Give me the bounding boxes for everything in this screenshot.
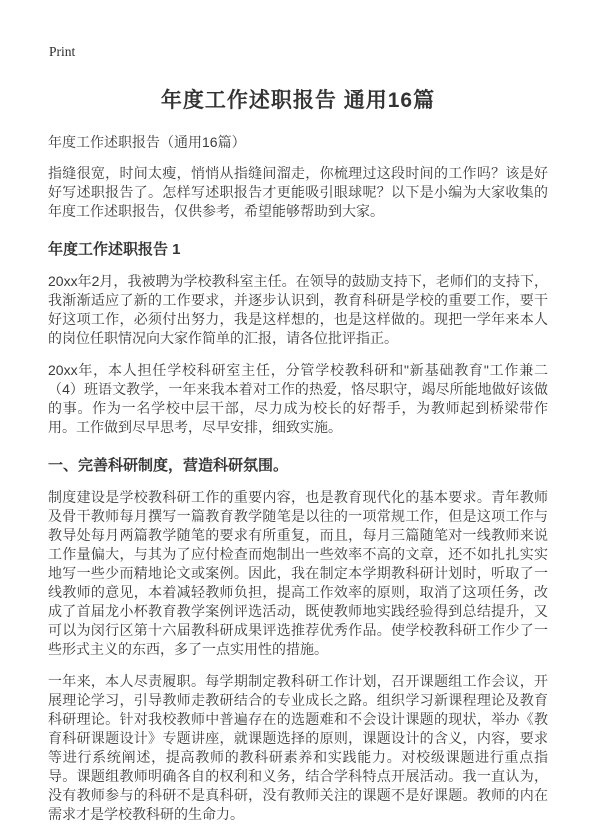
intro-paragraph: 指缝很宽，时间太瘦，悄悄从指缝间溜走，你梳理过这段时间的工作吗？该是好好写述职报告了。怎样写述职报告才更能吸引眼球呢？以下是小编为大家收集的年度工作述职报告，仅供参考，希望能够帮助到大家。 bbox=[48, 165, 548, 219]
report-1-paragraph-2: 20xx年，本人担任学校科研室主任，分管学校教科研和"新基础教育"工作兼二（4）班语文教学，一年来我本着对工作的热爱，恪尽职守，竭尽所能地做好该做的事。作为一名学校中层干部，尽力成为校长的好帮手，为教师起到桥梁带作用。工作做到尽早思考，尽早安排，细致实施。 bbox=[48, 362, 548, 435]
section-1-paragraph-1: 制度建设是学校教科研工作的重要内容，也是教育现代化的基本要求。青年教师及骨干教师每月撰写一篇教育教学随笔是以往的一项常规工作，但是这项工作与教导处每月两篇教学随笔的要求有所重复，而且，每月三篇随笔对一线教师来说工作量偏大，与其为了应付检查而炮制出一些效率不高的文章，还不如扎扎实实地写一些少而精地论文或案例。因此，我在制定本学期教科研计划时，听取了一线教师的意见，本着减轻教师负担，提高工作效率的原则，取消了这项任务，改成了首届龙小杯教育教学案例评选活动，既使教师地实践经验得到总结提升，又可以为闵行区第十六届教科研成果评选推荐优秀作品。使学校教科研工作少了一些形式主义的东西，多了一点实用性的措施。 bbox=[48, 489, 548, 657]
print-button[interactable]: Print bbox=[49, 44, 76, 59]
section-1-heading: 一、完善科研制度，营造科研氛围。 bbox=[48, 457, 289, 474]
document-title: 年度工作述职报告 通用16篇 bbox=[160, 89, 436, 112]
report-1-paragraph-1: 20xx年2月，我被聘为学校教科室主任。在领导的鼓励支持下，老师们的支持下，我渐渐适应了新的工作要求，并逐步认识到，教育科研是学校的重要工作，要干好这项工作，必须付出努力，我是这样想的，也是这样做的。现把一学年来本人的岗位任职情况向大家作简单的汇报，请各位批评指正。 bbox=[48, 273, 548, 346]
report-1-heading: 年度工作述职报告 1 bbox=[48, 241, 181, 258]
document-subtitle: 年度工作述职报告（通用16篇） bbox=[48, 134, 246, 150]
section-1-paragraph-2: 一年来，本人尽责履职。每学期制定教科研工作计划，召开课题组工作会议，开展理论学习，引导教师走教研结合的专业成长之路。组织学习新课程理论及教育科研理论。针对我校教师中普遍存在的选题难和不会设计课题的现状，举办《教育科研课题设计》专题讲座，就课题选择的原则，课题设计的含义，内容，要求等进行系统阐述，提高教师的教科研素养和实践能力。对校级课题进行重点指导。课题组教师明确各自的权利和义务，结合学科特点开展活动。我一直认为，没有教师参与的科研不是真科研，没有教师关注的课题不是好课题。教师的内在需求才是学校教科研的生命力。 bbox=[48, 673, 548, 822]
